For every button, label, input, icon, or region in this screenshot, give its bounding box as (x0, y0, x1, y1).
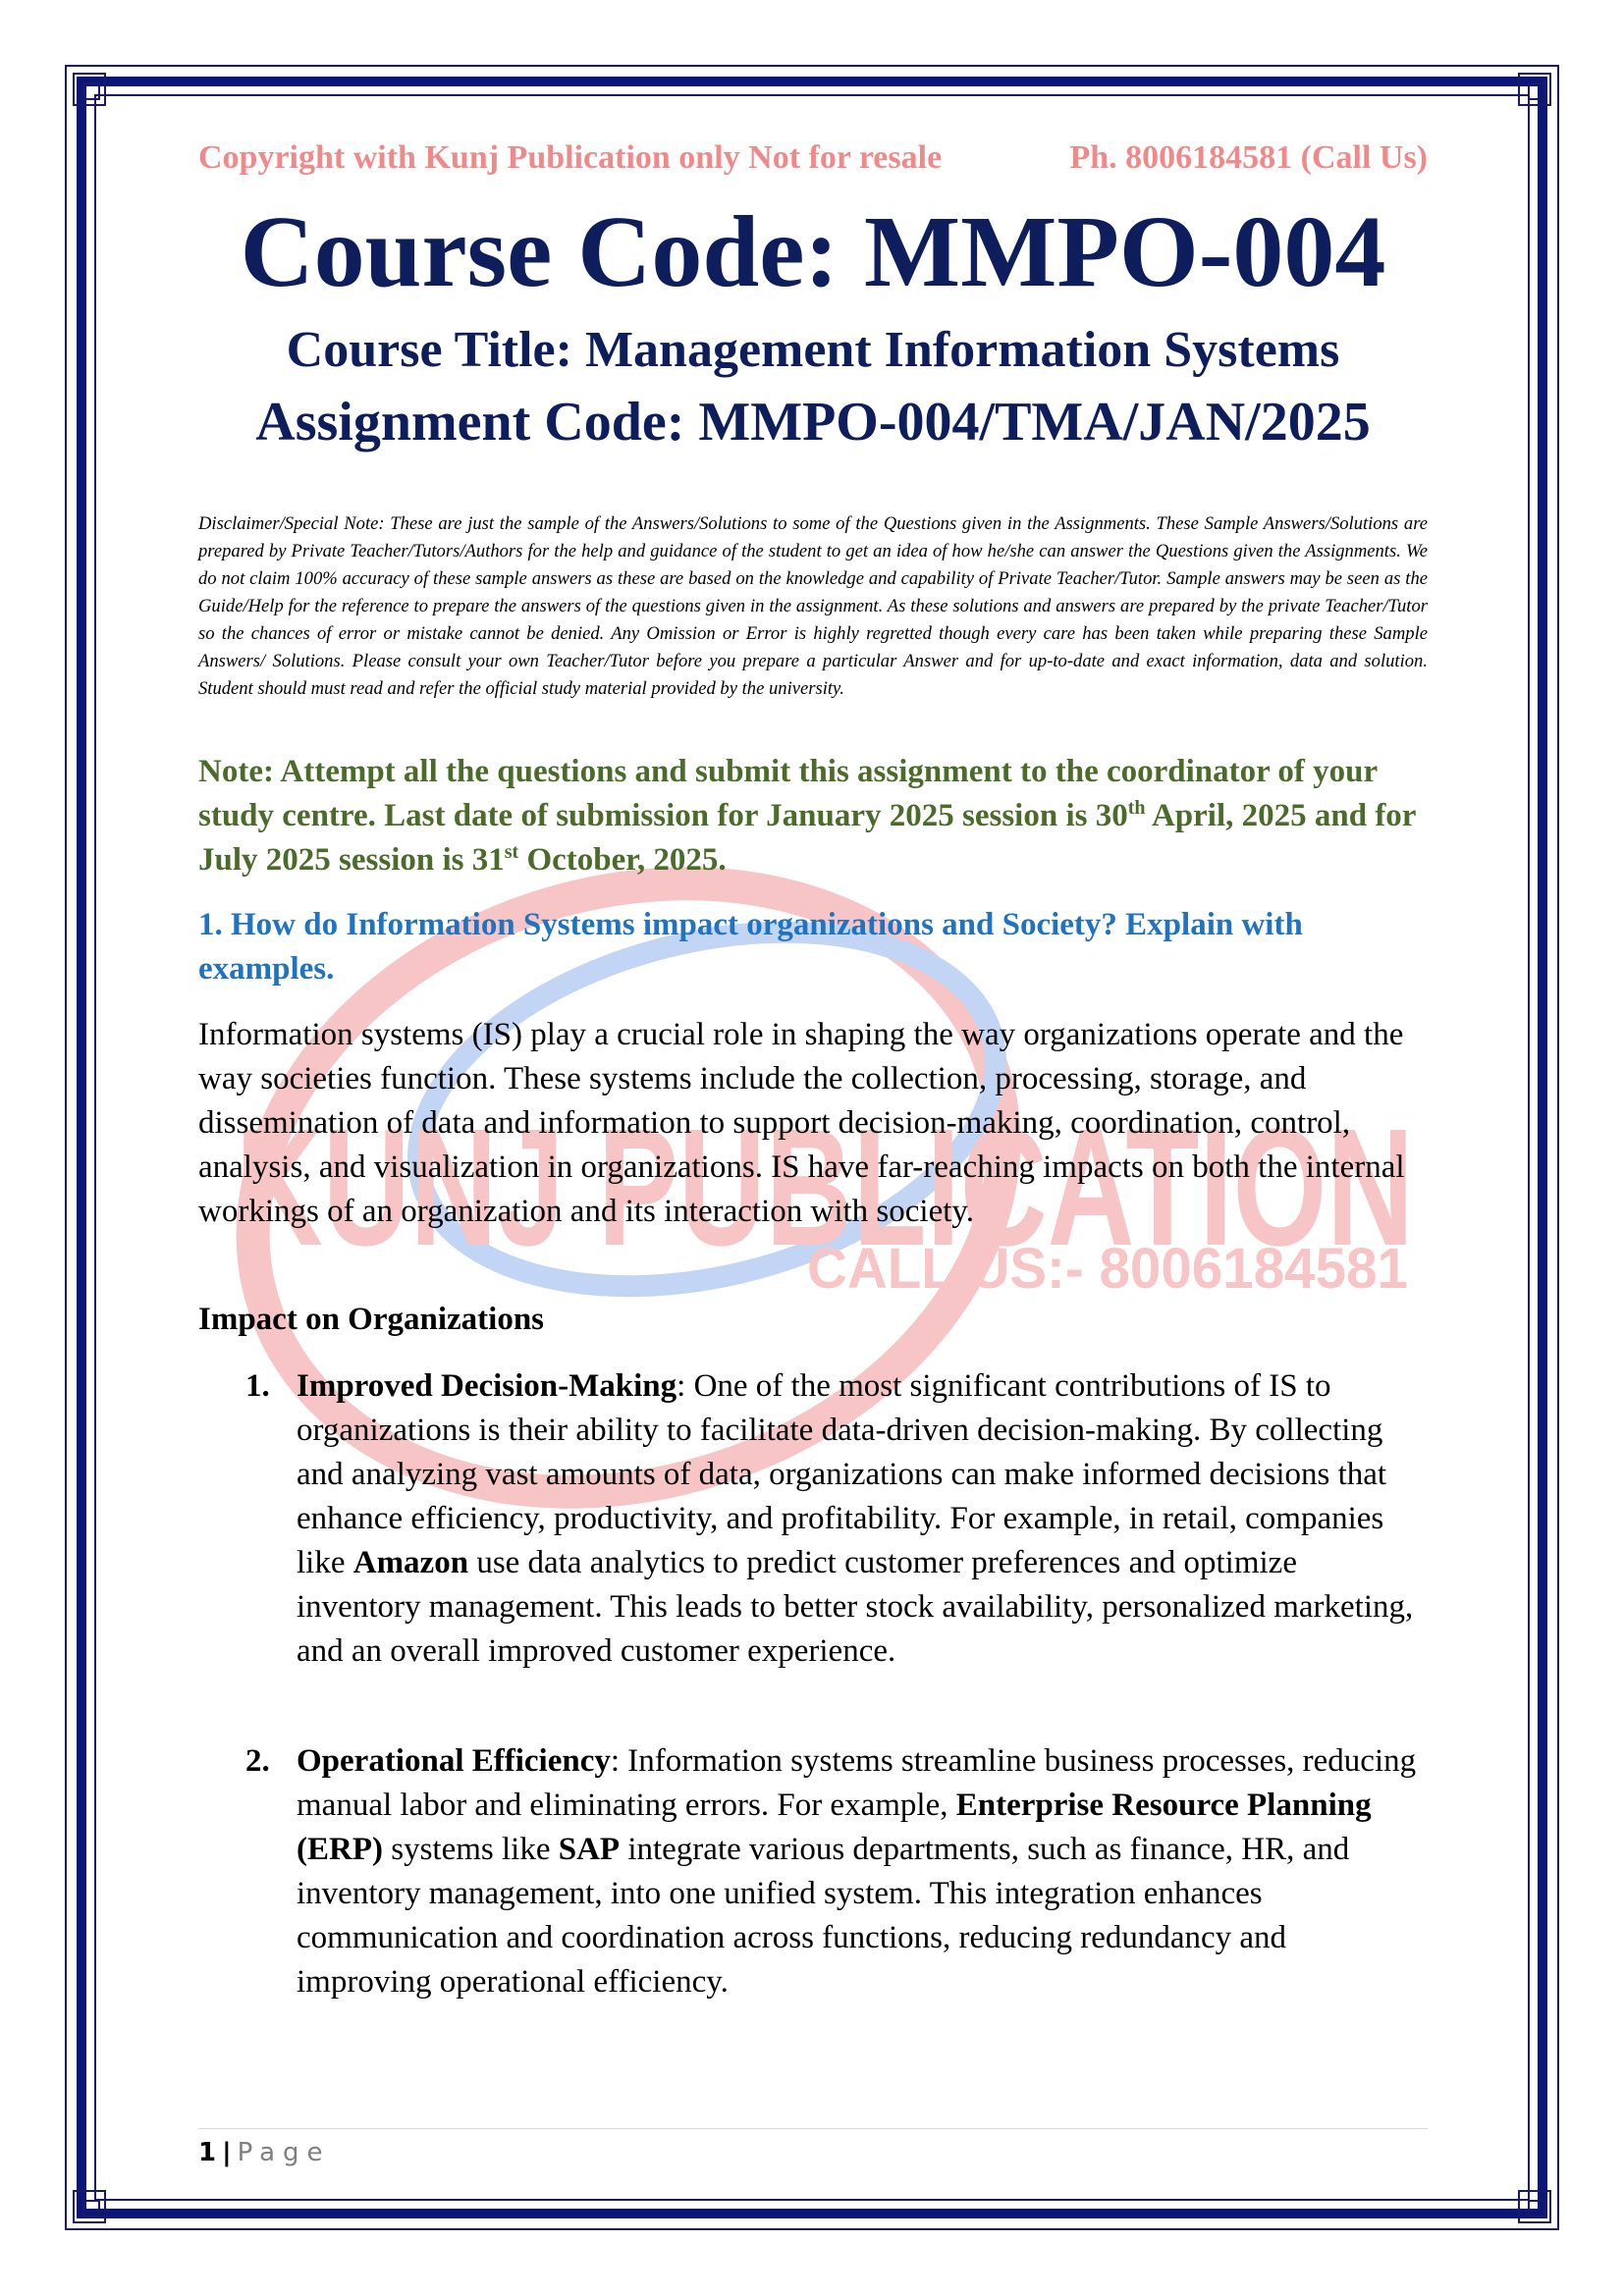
intro-paragraph: Information systems (IS) play a crucial role in shaping the way organizations operate and the way societies function. These systems include the collection, processing, storage, and dissemination of data and information to support decision-making, coordination, control, analysis, and visualization in organizations. IS have far-reaching impacts on both the internal workings of an organization and its interaction with society. (198, 1017, 1405, 1229)
copyright-text: Copyright with Kunj Publication only Not for resale (198, 139, 943, 176)
list-item-number: 2. (245, 1743, 270, 1779)
page-separator: | (222, 2138, 232, 2167)
border-corner-top-right (1518, 73, 1551, 106)
page-footer (198, 2138, 331, 2167)
list-item (198, 1364, 1428, 1674)
note-part-1: Note: Attempt all the questions and submit this assignment to the coordinator of your study centre. Last date of submission for January 2025 session is 30 (198, 754, 1378, 833)
list-item-title: Improved Decision-Making (297, 1368, 677, 1404)
disclaimer-text: Disclaimer/Special Note: These are just the sample of the Answers/Solutions to some of the Questions given in the Assignments. These Sample Answers/Solutions are prepared by Private Teacher/Tutors/Authors for the help and guidance of the student to get an idea of how he/she can answer the Questions given the Assignments. We do not claim 100% accuracy of these sample answers as these are based on the knowledge and capability of Private Teacher/Tutor. Sample answers may be seen as the Guide/Help for the reference to prepare the answers of the questions given in the assignment. As these solutions and answers are prepared by the private Teacher/Tutor so the chances of error or mistake cannot be denied. Any Omission or Error is highly regretted though every care has been taken while preparing these Sample Answers/ Solutions. Please consult your own Teacher/Tutor before you prepare a particular Answer and for up-to-date and exact information, data and solution. Student should must read and refer the official study material provided by the university. (198, 513, 1428, 699)
list-item-bold: Amazon (352, 1545, 469, 1580)
impact-list-1 (198, 1364, 1428, 1674)
phone-text: Ph. 8006184581 (Call Us) (1069, 139, 1428, 176)
footer-divider (198, 2128, 1428, 2129)
list-item-text: integrate various departments, such as finance, HR, and inventory management, into one unified system. This integration enhances communication and coordination across functions, reducing redundancy and improving operational efficiency. (297, 1832, 1350, 2000)
list-item-bold: SAP (558, 1832, 621, 1867)
list-item-bold: Enterprise Resource Planning (ERP) (297, 1788, 1372, 1867)
list-item-title: Operational Efficiency (297, 1743, 611, 1779)
watermark-call-text: CALL US:- 8006184581 (807, 1237, 1408, 1301)
note-sup-2: st (504, 841, 519, 863)
list-item-number: 1. (245, 1368, 270, 1404)
note-part-2: April, 2025 and for July 2025 session is 31 (198, 798, 1416, 878)
page-number: 1 (198, 2138, 217, 2167)
note-sup-1: th (1127, 797, 1146, 819)
impact-list-2 (198, 1739, 1428, 2004)
border-corner-bottom-right (1518, 2190, 1551, 2223)
section-heading: Impact on Organizations (198, 1302, 545, 1337)
border-corner-top-left (73, 73, 106, 106)
note-part-3: October, 2025. (518, 842, 727, 878)
list-item-text: systems like (382, 1832, 559, 1867)
list-item-text: : One of the most significant contributions of IS to organizations is their ability to facilitate data-driven decision-making. By collecting and analyzing vast amounts of data, organizations can make informed decisions that enhance efficiency, productivity, and profitability. For example, in retail, companies like (297, 1368, 1387, 1580)
submission-note (198, 750, 1428, 882)
list-item-text: use data analytics to predict customer preferences and optimize inventory management. This leads to better stock availability, personalized marketing, and an overall improved customer experience. (297, 1545, 1414, 1669)
watermark-brand-text: KUNJ PUBLICATION (236, 1095, 1414, 1281)
question-heading: 1. How do Information Systems impact organizations and Society? Explain with examples. (198, 907, 1303, 987)
course-code-title: Course Code: MMPO-004 (240, 195, 1386, 308)
copyright-line (198, 139, 1428, 177)
course-title: Course Title: Management Information Systems (286, 322, 1340, 378)
border-corner-bottom-left (73, 2190, 106, 2223)
assignment-code: Assignment Code: MMPO-004/TMA/JAN/2025 (255, 392, 1371, 453)
list-item (198, 1739, 1428, 2004)
list-item-text: : Information systems streamline business processes, reducing manual labor and eliminating errors. For example, (297, 1743, 1417, 1823)
page-label: Page (237, 2138, 331, 2167)
